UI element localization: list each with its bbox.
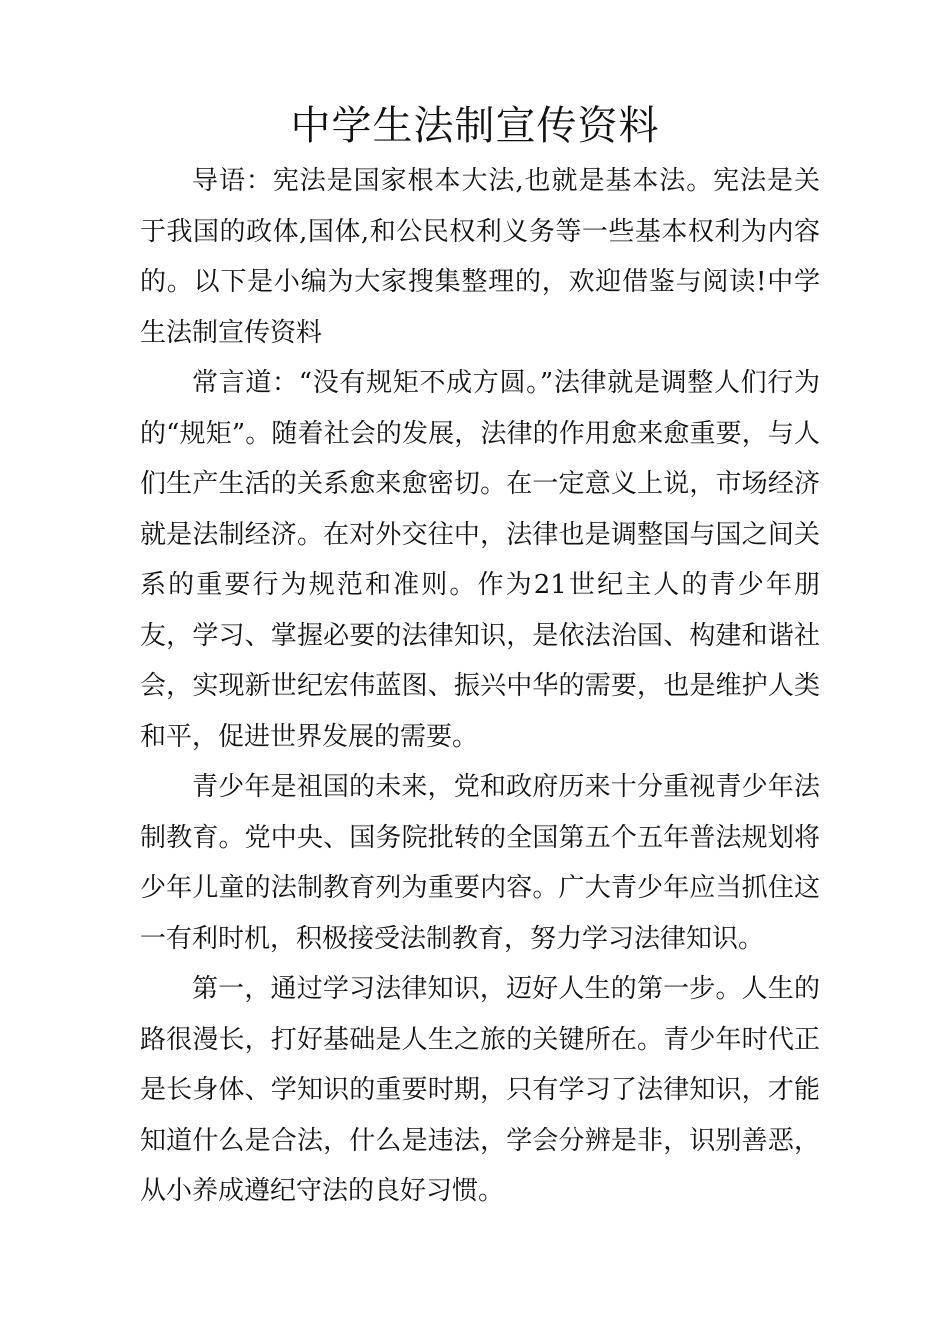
document-title: 中学生法制宣传资料 — [290, 103, 660, 149]
paragraph-first-step: 第一，通过学习法律知识，迈好人生的第一步。人生的路很漫长，打好基础是人生之旅的关键所在。青少年时代正是长身体、学知识的重要时期，只有学习了法律知识，才能知道什么是合法，什么是违法，学会分辨是非，识别善恶，从小养成遵纪守法的良好习惯。 — [140, 974, 820, 1206]
paragraph-rules: 常言道：“没有规矩不成方圆。”法律就是调整人们行为的“规矩”。随着社会的发展，法律的作用愈来愈重要，与人们生产生活的关系愈来愈密切。在一定意义上说，市场经济就是法制经济。在对外交往中，法律也是调整国与国之间关系的重要行为规范和准则。作为21世纪主人的青少年朋友，学习、掌握必要的法律知识，是依法治国、构建和谐社会，实现新世纪宏伟蓝图、振兴中华的需要，也是维护人类和平，促进世界发展的需要。 — [140, 368, 820, 752]
paragraph-intro: 导语：宪法是国家根本大法,也就是基本法。宪法是关于我国的政体,国体,和公民权利义务等一些基本权利为内容的。以下是小编为大家搜集整理的，欢迎借鉴与阅读!中学生法制宣传资料 — [140, 166, 820, 348]
paragraph-youth: 青少年是祖国的未来，党和政府历来十分重视青少年法制教育。党中央、国务院批转的全国第五个五年普法规划将少年儿童的法制教育列为重要内容。广大青少年应当抓住这一有利时机，积极接受法制教育，努力学习法律知识。 — [140, 772, 820, 954]
document-body — [140, 156, 820, 1217]
